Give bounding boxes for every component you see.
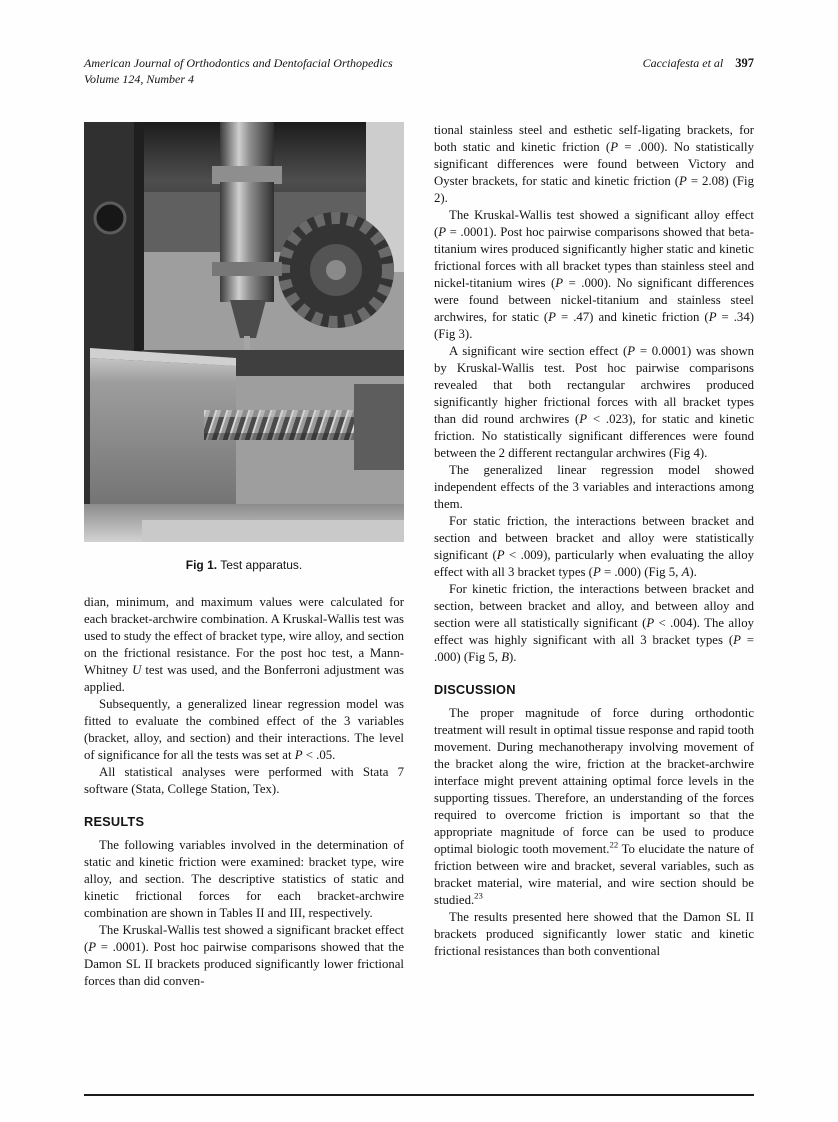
page-number: 397: [735, 56, 754, 70]
footer-rule: [84, 1094, 754, 1096]
running-head: [84, 56, 393, 88]
section-heading-results: RESULTS: [84, 814, 145, 829]
section-heading-discussion: DISCUSSION: [434, 682, 516, 697]
running-head-right: [643, 56, 754, 71]
test-apparatus-photo: [84, 122, 404, 542]
paragraph: All statistical analyses were performed with Stata 7 software (Stata, College Station, Tex).: [84, 765, 404, 796]
paragraph: The Kruskal-Wallis test showed a significant bracket effect (P = .0001). Post hoc pairwise comparisons showed that the Damon SL II brackets produced significantly lower frictional forces than did conven-: [84, 923, 404, 988]
running-authors: Cacciafesta et al: [642, 56, 724, 70]
gear-shape: [278, 212, 394, 328]
paragraph: A significant wire section effect (P = 0.0001) was shown by Kruskal-Wallis test. Post hoc pairwise comparisons revealed that both rectangular archwires produced significantly higher frictional forces with all bracket types than did round archwires (P < .023), for static and kinetic friction. No statistically significant differences were found between the 2 different rectangular archwires (Fig 4).: [434, 344, 754, 460]
journal-issue: Volume 124, Number 4: [84, 71, 194, 86]
paragraph: The Kruskal-Wallis test showed a significant alloy effect (P = .0001). Post hoc pairwise comparisons showed that beta-titanium wires produced significantly higher static and kinetic frictional forces with all bracket types than stainless steel and nickel-titanium wires (P = .000). No significant differences were found between nickel-titanium and stainless steel archwires, for static (P = .47) and kinetic friction (P = .34) (Fig 3).: [434, 208, 754, 341]
paragraph: The following variables involved in the determination of static and kinetic friction were examined: bracket type, wire alloy, and section. The descriptive statistics of static and kinetic frictional forces for each bracket-archwire combination are shown in Tables II and III, respectively.: [84, 838, 404, 920]
test-apparatus-illustration: [84, 122, 404, 542]
journal-title: American Journal of Orthodontics and Dentofacial Orthopedics: [84, 56, 393, 70]
paragraph: The generalized linear regression model showed independent effects of the 3 variables and interactions among them.: [434, 463, 754, 511]
figure-1-caption: [84, 558, 404, 572]
paragraph: Subsequently, a generalized linear regression model was fitted to evaluate the combined effect of the 3 variables (bracket, alloy, and section) and their interactions. The level of significance for all the tests was set at P < .05.: [84, 697, 404, 762]
paragraph: tional stainless steel and esthetic self-ligating brackets, for both static and kinetic friction (P = .000). No statistically significant differences were found between Victory and Oyster brackets, for static and kinetic friction (P = 2.08) (Fig 2).: [434, 123, 754, 205]
column-left: [84, 122, 404, 990]
column-right: [434, 122, 754, 990]
paragraph: The proper magnitude of force during orthodontic treatment will result in optimal tissue response and rapid tooth movement. During mechanotherapy involving movement of the bracket along the wire, friction at the bracket-archwire interface might prevent attaining optimal force levels in the supporting tissues. Therefore, an understanding of the forces required to overcome friction is important so that the appropriate magnitude of force can be used to produce optimal biologic tooth movement.$^{22}$ To elucidate the nature of friction between wire and bracket, several variables, such as bracket material, wire material, and wire section should be studied.$^{23}$: [434, 706, 754, 907]
figure-1: [84, 122, 404, 572]
two-column-body: [84, 122, 754, 990]
paragraph: For static friction, the interactions between bracket and section and between bracket and alloy were statistically significant (P < .009), particularly when evaluating the alloy effect with all 3 bracket types (P = .000) (Fig 5, A).: [434, 514, 754, 579]
figure-1-caption-label: Fig 1.: [185, 558, 218, 572]
paragraph: The results presented here showed that the Damon SL II brackets produced significantly lower static and kinetic frictional resistances than both conventional: [434, 910, 754, 958]
figure-1-caption-text: Test apparatus.: [220, 558, 303, 572]
paragraph: For kinetic friction, the interactions between bracket and section, between bracket and alloy, and between alloy and section were all statistically significant (P < .004). The alloy effect was highly significant with all 3 bracket types (P = .000) (Fig 5, B).: [434, 582, 754, 664]
page-header: [84, 56, 754, 88]
paragraph: dian, minimum, and maximum values were calculated for each bracket-archwire combination. A Kruskal-Wallis test was used to study the effect of bracket type, wire alloy, and section on the frictional resistance. For the post hoc test, a Mann-Whitney U test was used, and the Bonferroni adjustment was applied.: [84, 595, 404, 694]
